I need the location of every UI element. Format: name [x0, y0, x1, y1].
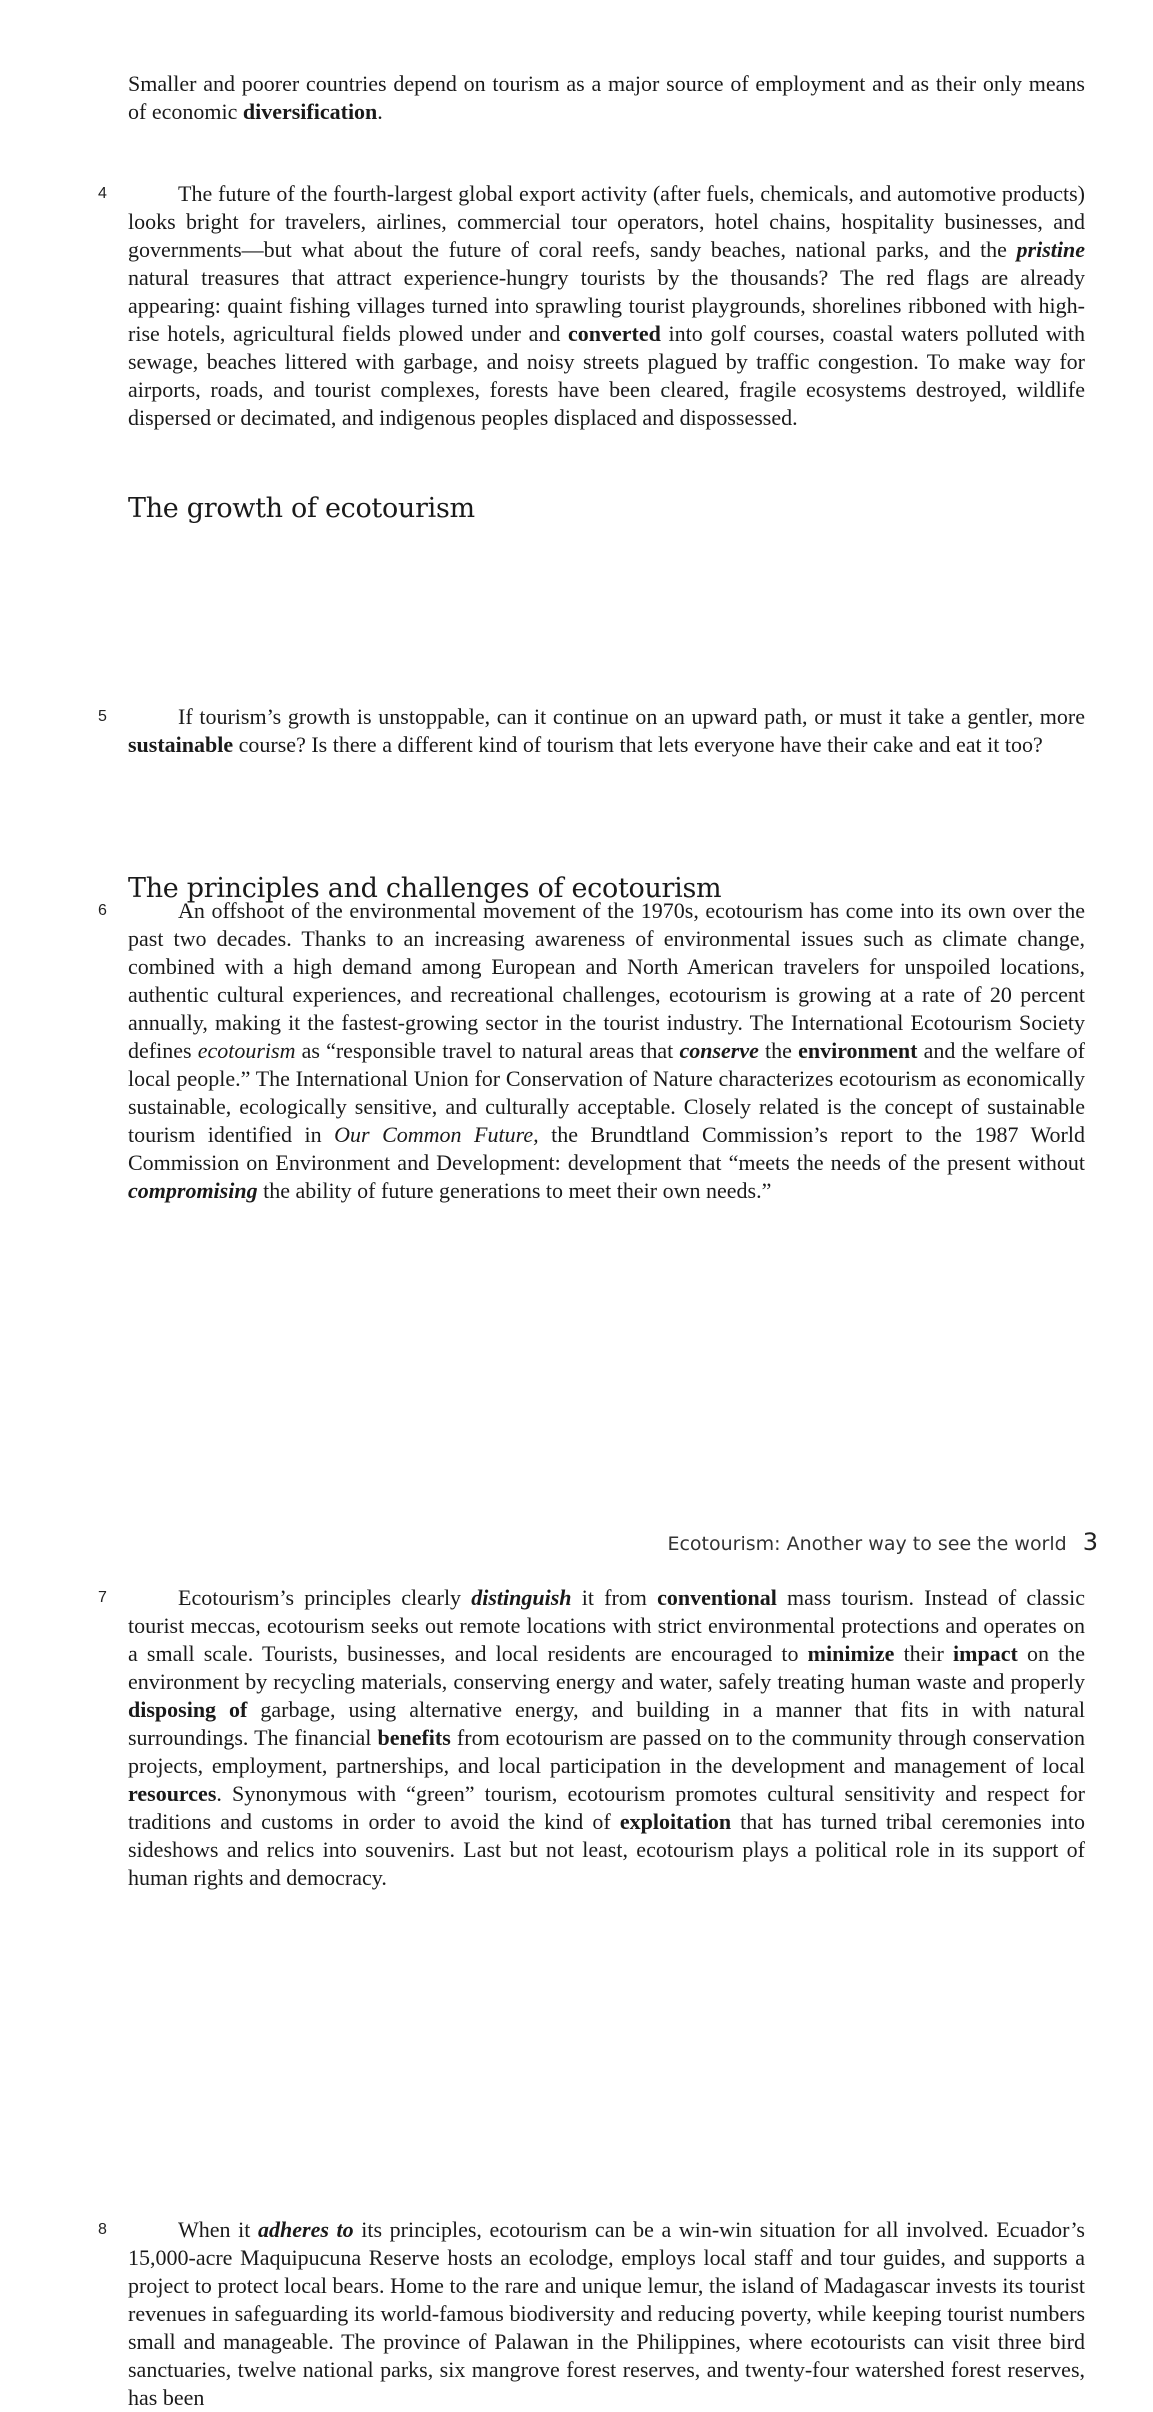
keyword: conventional	[657, 1585, 777, 1610]
keyword: resources	[128, 1781, 217, 1806]
keyword: benefits	[377, 1725, 451, 1750]
text-run: garbage, using alternative energy, and building in a manner that fits in with natural surroundings. The financial	[128, 1697, 1085, 1750]
text-run: Smaller and poorer countries depend on tourism as a major source of employment and as their only means of economic	[128, 71, 1085, 124]
text-run: If tourism’s growth is unstoppable, can it continue on an upward path, or must it take a gentler, more	[178, 704, 1085, 729]
text-run: as “responsible travel to natural areas that	[295, 1038, 680, 1063]
page-footer	[667, 1528, 1098, 1556]
paragraph-5	[98, 703, 1085, 759]
text-run: The future of the fourth-largest global export activity (after fuels, chemicals, and automotive products) looks bright for travelers, airlines, commercial tour operators, hotel chains, hospitality businesses, and governments—but what about the future of coral reefs, sandy beaches, national parks, and the	[128, 181, 1085, 262]
text-run: When it	[178, 2217, 259, 2242]
text-run: from ecotourism are passed on to the community through conservation projects, employment, partnerships, and local participation in the development and management of local	[128, 1725, 1085, 1778]
keyword: conserve	[679, 1038, 759, 1063]
paragraph-8	[98, 2216, 1085, 2412]
section-heading-principles: The principles and challenges of ecotourism	[128, 873, 722, 904]
running-title: Ecotourism: Another way to see the world	[667, 1533, 1067, 1555]
keyword: adheres to	[258, 2217, 354, 2242]
keyword: minimize	[807, 1641, 895, 1666]
paragraph-number: 4	[98, 185, 107, 202]
keyword: compromising	[128, 1178, 258, 1203]
keyword: disposing of	[128, 1697, 248, 1722]
keyword: pristine	[1016, 237, 1085, 262]
italic-title: Our Common Future,	[334, 1122, 539, 1147]
text-run: course? Is there a different kind of tourism that lets everyone have their cake and eat it too?	[233, 732, 1043, 757]
keyword: diversification	[242, 99, 378, 124]
keyword: distinguish	[471, 1585, 572, 1610]
text-run: that has turned tribal ceremonies into sideshows and relics into souvenirs. Last but not least, ecotourism plays a political role in its support of human rights and democracy.	[128, 1809, 1086, 1890]
paragraph-number: 5	[98, 708, 107, 725]
italic-term: ecotourism	[197, 1038, 296, 1063]
paragraph-4	[98, 180, 1085, 432]
paragraph-number: 8	[98, 2221, 107, 2238]
text-run: An offshoot of the environmental movement of the 1970s, ecotourism has come into its own over the past two decades. Thanks to an increasing awareness of environmental issues such as climate change, combined with a high demand among European and North American travelers for unspoiled locations, authentic cultural experiences, and recreational challenges, ecotourism is growing at a rate of 20 percent annually, making it the fastest-growing sector in the tourist industry. The International Ecotourism Society defines	[128, 898, 1085, 1063]
section-heading-growth: The growth of ecotourism	[128, 493, 475, 524]
keyword: environment	[798, 1038, 918, 1063]
text-run: the Brundtland Commission’s report to the 1987 World Commission on Environment and Development: development that “meets the needs of the present without	[128, 1122, 1085, 1175]
text-run: and the welfare of local people.” The International Union for Conservation of Nature characterizes ecotourism as economically sustainable, ecologically sensitive, and culturally acceptable. Closely related is the concept of sustainable tourism identified in	[128, 1038, 1085, 1147]
text-run: its principles, ecotourism can be a win-win situation for all involved. Ecuador’s 15,000-acre Maquipucuna Reserve hosts an ecolodge, employs local staff and tour guides, and supports a project to protect local bears. Home to the rare and unique lemur, the island of Madagascar invests its tourist revenues in safeguarding its world-famous biodiversity and reducing poverty, while keeping tourist numbers small and manageable. The province of Palawan in the Philippines, where ecotourists can visit three bird sanctuaries, twelve national parks, six mangrove forest reserves, and twenty-four watershed forest reserves, has been	[128, 2217, 1085, 2410]
text-run: .	[377, 99, 383, 124]
keyword: sustainable	[128, 732, 234, 757]
text-run: . Synonymous with “green” tourism, ecotourism promotes cultural sensitivity and respect for traditions and customs in order to avoid the kind of	[128, 1781, 1085, 1834]
keyword: exploitation	[619, 1809, 732, 1834]
keyword: impact	[953, 1641, 1018, 1666]
text-run: the	[758, 1038, 799, 1063]
keyword: converted	[568, 321, 661, 346]
text-run: into golf courses, coastal waters polluted with sewage, beaches littered with garbage, and noisy streets plagued by traffic congestion. To make way for airports, roads, and tourist complexes, forests have been cleared, fragile ecosystems destroyed, wildlife dispersed or decimated, and indigenous peoples displaced and dispossessed.	[128, 321, 1085, 430]
text-run: natural treasures that attract experience-hungry tourists by the thousands? The red flags are already appearing: quaint fishing villages turned into sprawling tourist playgrounds, shorelines ribboned with high-rise hotels, agricultural fields plowed under and	[128, 265, 1085, 346]
paragraph-number: 7	[98, 1589, 107, 1606]
paragraph-3-continued	[128, 70, 1085, 126]
paragraph-6	[98, 897, 1085, 1205]
text-run: on the environment by recycling materials, conserving energy and water, safely treating human waste and properly	[128, 1641, 1085, 1694]
paragraph-number: 6	[98, 902, 107, 919]
text-run: mass tourism. Instead of classic tourist meccas, ecotourism seeks out remote locations with strict environmental protections and operates on a small scale. Tourists, businesses, and local residents are encouraged to	[128, 1585, 1085, 1666]
paragraph-7	[98, 1584, 1086, 1892]
text-run: the ability of future generations to meet their own needs.”	[257, 1178, 772, 1203]
page-number: 3	[1082, 1528, 1098, 1556]
text-run: it from	[571, 1585, 658, 1610]
text-run: their	[894, 1641, 954, 1666]
text-run: Ecotourism’s principles clearly	[178, 1585, 472, 1610]
